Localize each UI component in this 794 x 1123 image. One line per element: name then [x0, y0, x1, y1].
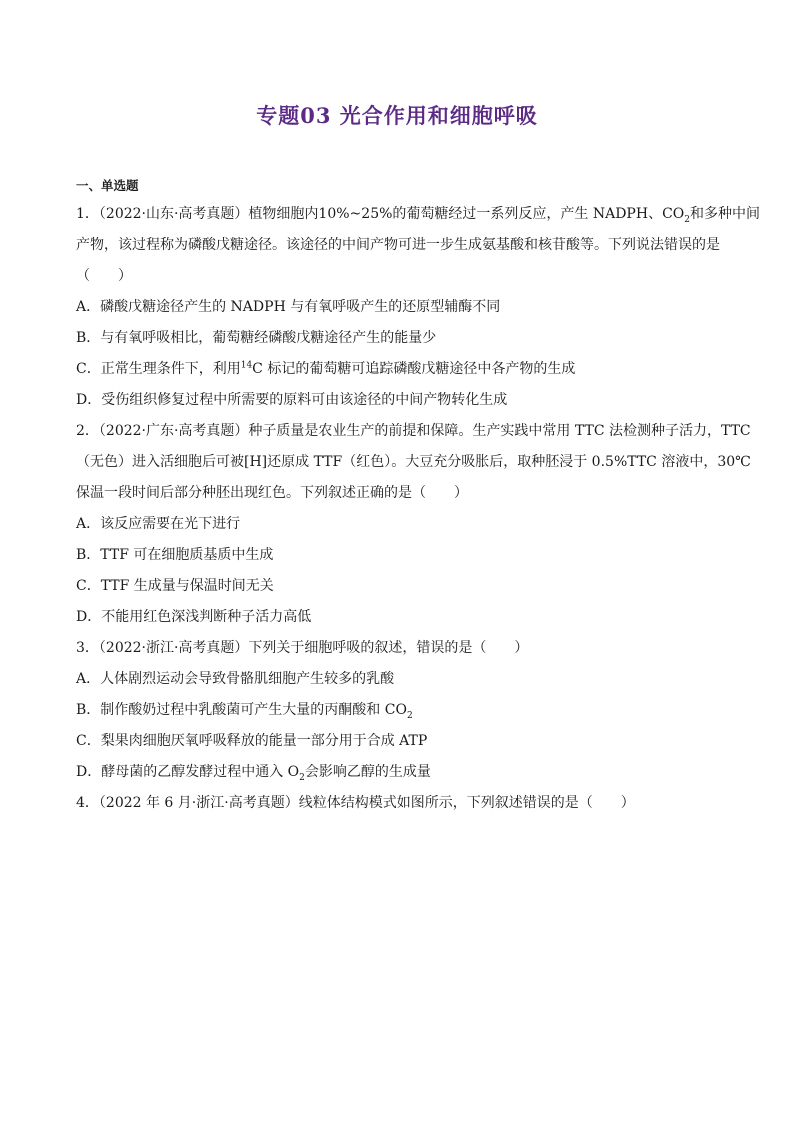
- q1-stem-line-1: 1．（2022·山东·高考真题）植物细胞内10%~25%的葡萄糖经过一系列反应，产生 NADPH、$CO_2$和多种中间: [76, 206, 760, 225]
- q2-stem-line-2: （无色）进入活细胞后可被[H]还原成 TTF（红色）。大豆充分吸胀后，取种胚浸于 0.5%TTC 溶液中，30℃: [76, 454, 751, 470]
- q2-option-a: A．该反应需要在光下进行: [76, 516, 241, 532]
- q2-option-d: D．不能用红色深浅判断种子活力高低: [76, 609, 312, 625]
- q3-option-c: C．梨果肉细胞厌氧呼吸释放的能量一部分用于合成 ATP: [76, 733, 428, 749]
- q4-stem-line-1: 4．（2022 年 6 月·浙江·高考真题）线粒体结构模式如图所示，下列叙述错误的是（ ）: [76, 795, 635, 811]
- q1-option-b: B．与有氧呼吸相比，葡萄糖经磷酸戊糖途径产生的能量少: [76, 330, 437, 346]
- q3-stem-line-1: 3．（2022·浙江·高考真题）下列关于细胞呼吸的叙述，错误的是（ ）: [76, 640, 529, 656]
- q1-option-c: C．正常生理条件下，利用$^{14}$C 标记的葡萄糖可追踪磷酸戊糖途径中各产物的生成: [76, 360, 576, 377]
- q3-option-b: B．制作酸奶过程中乳酸菌可产生大量的丙酮酸和 $CO_2$: [76, 702, 413, 721]
- q1-option-a: A．磷酸戊糖途径产生的 NADPH 与有氧呼吸产生的还原型辅酶不同: [76, 299, 501, 315]
- q2-option-c: C．TTF 生成量与保温时间无关: [76, 578, 274, 594]
- q3-option-a: A．人体剧烈运动会导致骨骼肌细胞产生较多的乳酸: [76, 671, 395, 687]
- q1-stem-line-2: 产物，该过程称为磷酸戊糖途径。该途径的中间产物可进一步生成氨基酸和核苷酸等。下列说法错误的是: [76, 237, 720, 253]
- q2-option-b: B．TTF 可在细胞质基质中生成: [76, 547, 274, 563]
- q1-option-d: D．受伤组织修复过程中所需要的原料可由该途径的中间产物转化生成: [76, 392, 508, 408]
- q2-stem-line-3: 保温一段时间后部分种胚出现红色。下列叙述正确的是（ ）: [76, 485, 468, 501]
- section-heading: 一、单选题: [76, 178, 139, 193]
- q1-stem-line-3: （ ）: [76, 268, 132, 284]
- page-title: 专题03 光合作用和细胞呼吸: [256, 103, 538, 128]
- q2-stem-line-1: 2．（2022·广东·高考真题）种子质量是农业生产的前提和保障。生产实践中常用 TTC 法检测种子活力，TTC: [76, 423, 751, 439]
- q3-option-d: D．酵母菌的乙醇发酵过程中通入 $O_2$会影响乙醇的生成量: [76, 764, 431, 783]
